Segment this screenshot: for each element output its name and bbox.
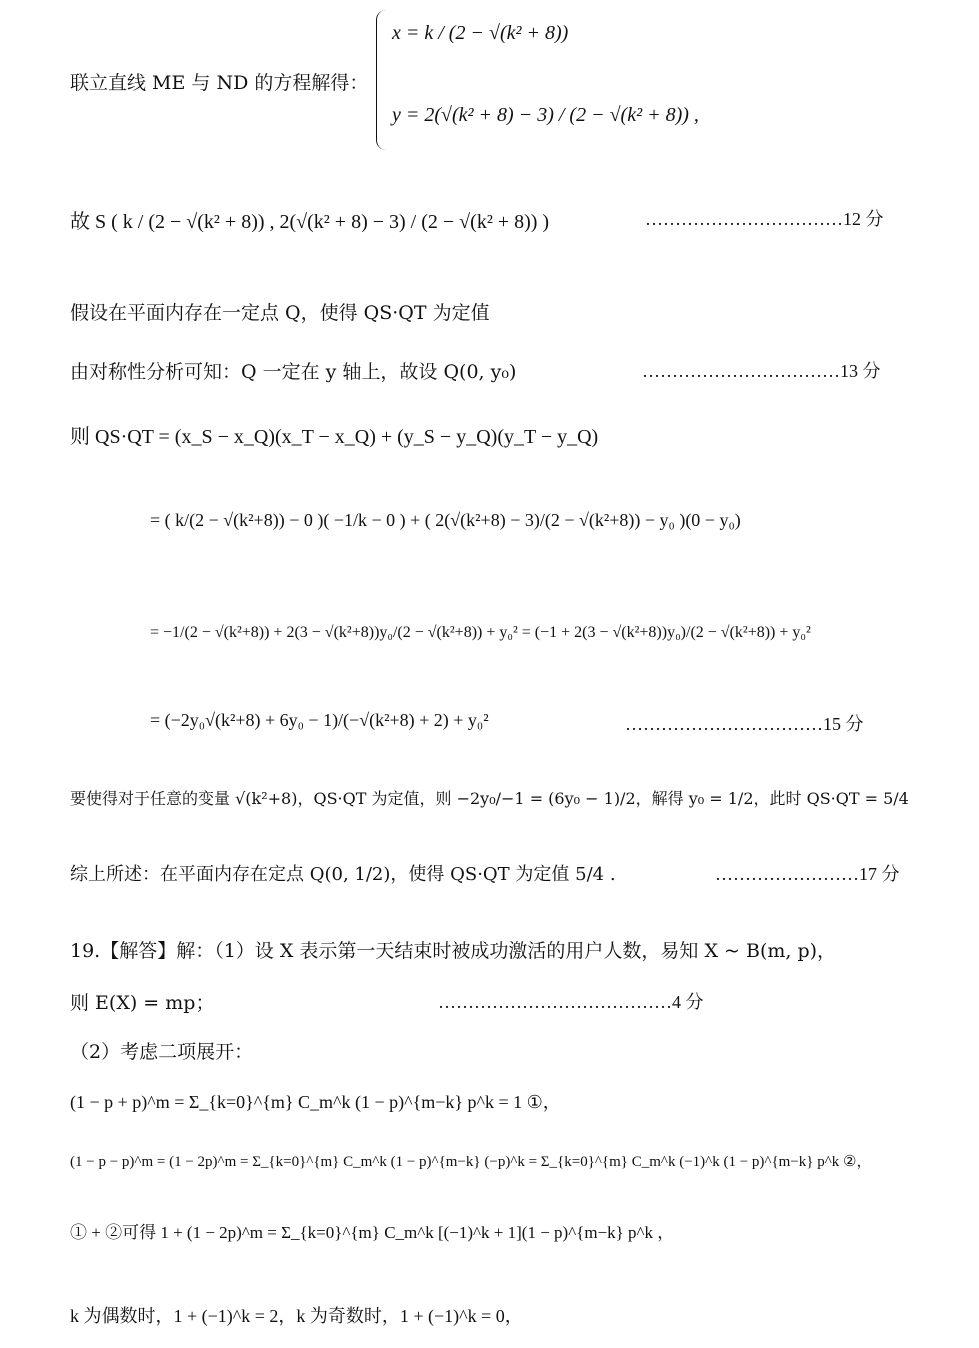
score-17: ……………………17 分 [715,864,900,884]
parity-line: k 为偶数时，1 + (−1)^k = 2，k 为奇数时，1 + (−1)^k = 0， [70,1306,523,1326]
assumption-line: 假设在平面内存在一定点 Q，使得 QS·QT 为定值 [70,302,490,324]
score-12: ……………………………12 分 [645,209,884,229]
dot-product-step-1: = ( k/(2 − √(k²+8)) − 0 )( −1/k − 0 ) + ( 2(√(k²+8) − 3)/(2 − √(k²+8)) − y₀ )(0 − y₀) [150,510,741,530]
solve-system-text: 联立直线 ME 与 ND 的方程解得： [70,72,369,94]
expansion-eq-2: (1 − p − p)^m = (1 − 2p)^m = Σ_{k=0}^{m} C_m^k (1 − p)^{m−k} (−p)^k = Σ_{k=0}^{m} C_m^k (−1)^k (1 − p)^{m−k} p^k ②， [70,1154,872,1170]
symmetry-line: 由对称性分析可知：Q 一定在 y 轴上，故设 Q(0, y₀) [70,361,517,383]
binomial-expansion-heading: （2）考虑二项展开： [70,1041,254,1063]
problem-19-intro: 19.【解答】解：（1）设 X 表示第一天结束时被成功激活的用户人数，易知 X ~ B(m, p)， [70,940,837,962]
dot-product-step-3: = (−2y₀√(k²+8) + 6y₀ − 1)/(−√(k²+8) + 2) + y₀² [150,710,489,730]
score-15: ……………………………15 分 [625,714,864,734]
expectation-line: 则 E(X) = mp； [70,992,215,1014]
expansion-eq-1: (1 − p + p)^m = Σ_{k=0}^{m} C_m^k (1 − p)^{m−k} p^k = 1 ①， [70,1092,561,1112]
score-13: ……………………………13 分 [642,361,881,381]
dot-product-step-2: = −1/(2 − √(k²+8)) + 2(3 − √(k²+8))y₀/(2 − √(k²+8)) + y₀² = (−1 + 2(3 − √(k²+8))y₀)/(2 − √(k²+8)) + y₀² [150,624,811,641]
left-brace [376,10,387,150]
x-solution: x = k / (2 − √(k² + 8)) [392,22,569,44]
score-4: …………………………………4 分 [438,992,704,1012]
conclusion-line: 综上所述：在平面内存在定点 Q(0, 1/2)，使得 QS·QT 为定值 5/4 . [70,864,616,885]
solve-system-label [70,68,368,95]
point-s: 故 S ( k / (2 − √(k² + 8)) , 2(√(k² + 8) − 3) / (2 − √(k² + 8)) ) [70,211,550,233]
dot-product-definition: 则 QS·QT = (x_S − x_Q)(x_T − x_Q) + (y_S − y_Q)(y_T − y_Q) [70,426,599,448]
expansion-sum: ① + ②可得 1 + (1 − 2p)^m = Σ_{k=0}^{m} C_m^k [(−1)^k + 1](1 − p)^{m−k} p^k ， [70,1223,675,1242]
y-solution: y = 2(√(k² + 8) − 3) / (2 − √(k² + 8)) , [392,104,699,126]
constant-condition: 要使得对于任意的变量 √(k²+8)，QS·QT 为定值，则 −2y₀/−1 = (6y₀ − 1)/2，解得 y₀ = 1/2，此时 QS·QT = 5/4 [70,789,909,808]
